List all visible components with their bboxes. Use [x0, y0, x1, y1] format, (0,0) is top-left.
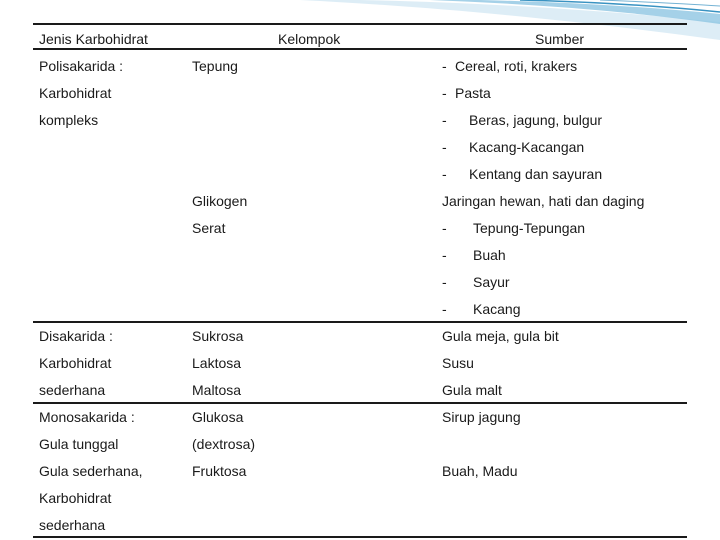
jenis-cell: Gula tunggal — [39, 436, 119, 452]
jenis-cell: Karbohidrat — [39, 355, 112, 371]
header-sumber: Sumber — [535, 31, 585, 47]
jenis-cell: sederhana — [39, 517, 106, 533]
header-bottom-rule — [33, 48, 687, 50]
section-rule — [33, 402, 687, 404]
sumber-item: Kacang — [473, 301, 521, 317]
sumber-item: Buah, Madu — [442, 463, 518, 479]
sumber-bullet: - — [442, 139, 447, 155]
sumber-item: Cereal, roti, krakers — [455, 58, 578, 74]
header-kelompok: Kelompok — [278, 31, 341, 47]
sumber-item: Sayur — [473, 274, 510, 290]
sumber-item: Pasta — [455, 85, 491, 101]
kelompok-cell: Tepung — [192, 58, 238, 74]
jenis-cell: Karbohidrat — [39, 85, 112, 101]
kelompok-cell: Sukrosa — [192, 328, 244, 344]
table-bottom-rule — [33, 536, 687, 538]
table-top-rule — [33, 23, 687, 25]
sumber-bullet: - — [442, 301, 447, 317]
sumber-item: Kentang dan sayuran — [469, 166, 603, 182]
header-jenis-karbohidrat: Jenis Karbohidrat — [39, 31, 148, 47]
sumber-item: Buah — [473, 247, 506, 263]
sumber-bullet: - — [442, 112, 447, 128]
kelompok-cell: Laktosa — [192, 355, 242, 371]
section-rule — [33, 321, 687, 323]
sumber-bullet: - — [442, 220, 447, 236]
sumber-bullet: - — [442, 85, 447, 101]
kelompok-cell: Fruktosa — [192, 463, 247, 479]
jenis-cell: Gula sederhana, — [39, 463, 143, 479]
jenis-cell: Monosakarida : — [39, 409, 135, 425]
sumber-bullet: - — [442, 58, 447, 74]
sumber-bullet: - — [442, 274, 447, 290]
sumber-bullet: - — [442, 166, 447, 182]
sumber-item: Gula meja, gula bit — [442, 328, 559, 344]
kelompok-cell: Glukosa — [192, 409, 244, 425]
sumber-item: Gula malt — [442, 382, 502, 398]
sumber-item: Sirup jagung — [442, 409, 521, 425]
sumber-item: Jaringan hewan, hati dan daging — [442, 193, 645, 209]
sumber-item: Kacang-Kacangan — [469, 139, 585, 155]
sumber-item: Susu — [442, 355, 474, 371]
jenis-cell: Karbohidrat — [39, 490, 112, 506]
jenis-cell: sederhana — [39, 382, 106, 398]
kelompok-cell: Maltosa — [192, 382, 242, 398]
jenis-cell: Polisakarida : — [39, 58, 124, 74]
jenis-cell: Disakarida : — [39, 328, 113, 344]
sumber-item: Beras, jagung, bulgur — [469, 112, 603, 128]
kelompok-cell: Glikogen — [192, 193, 248, 209]
kelompok-cell: (dextrosa) — [192, 436, 256, 452]
sumber-bullet: - — [442, 247, 447, 263]
sumber-item: Tepung-Tepungan — [473, 220, 586, 236]
jenis-cell: kompleks — [39, 112, 99, 128]
kelompok-cell: Serat — [192, 220, 226, 236]
